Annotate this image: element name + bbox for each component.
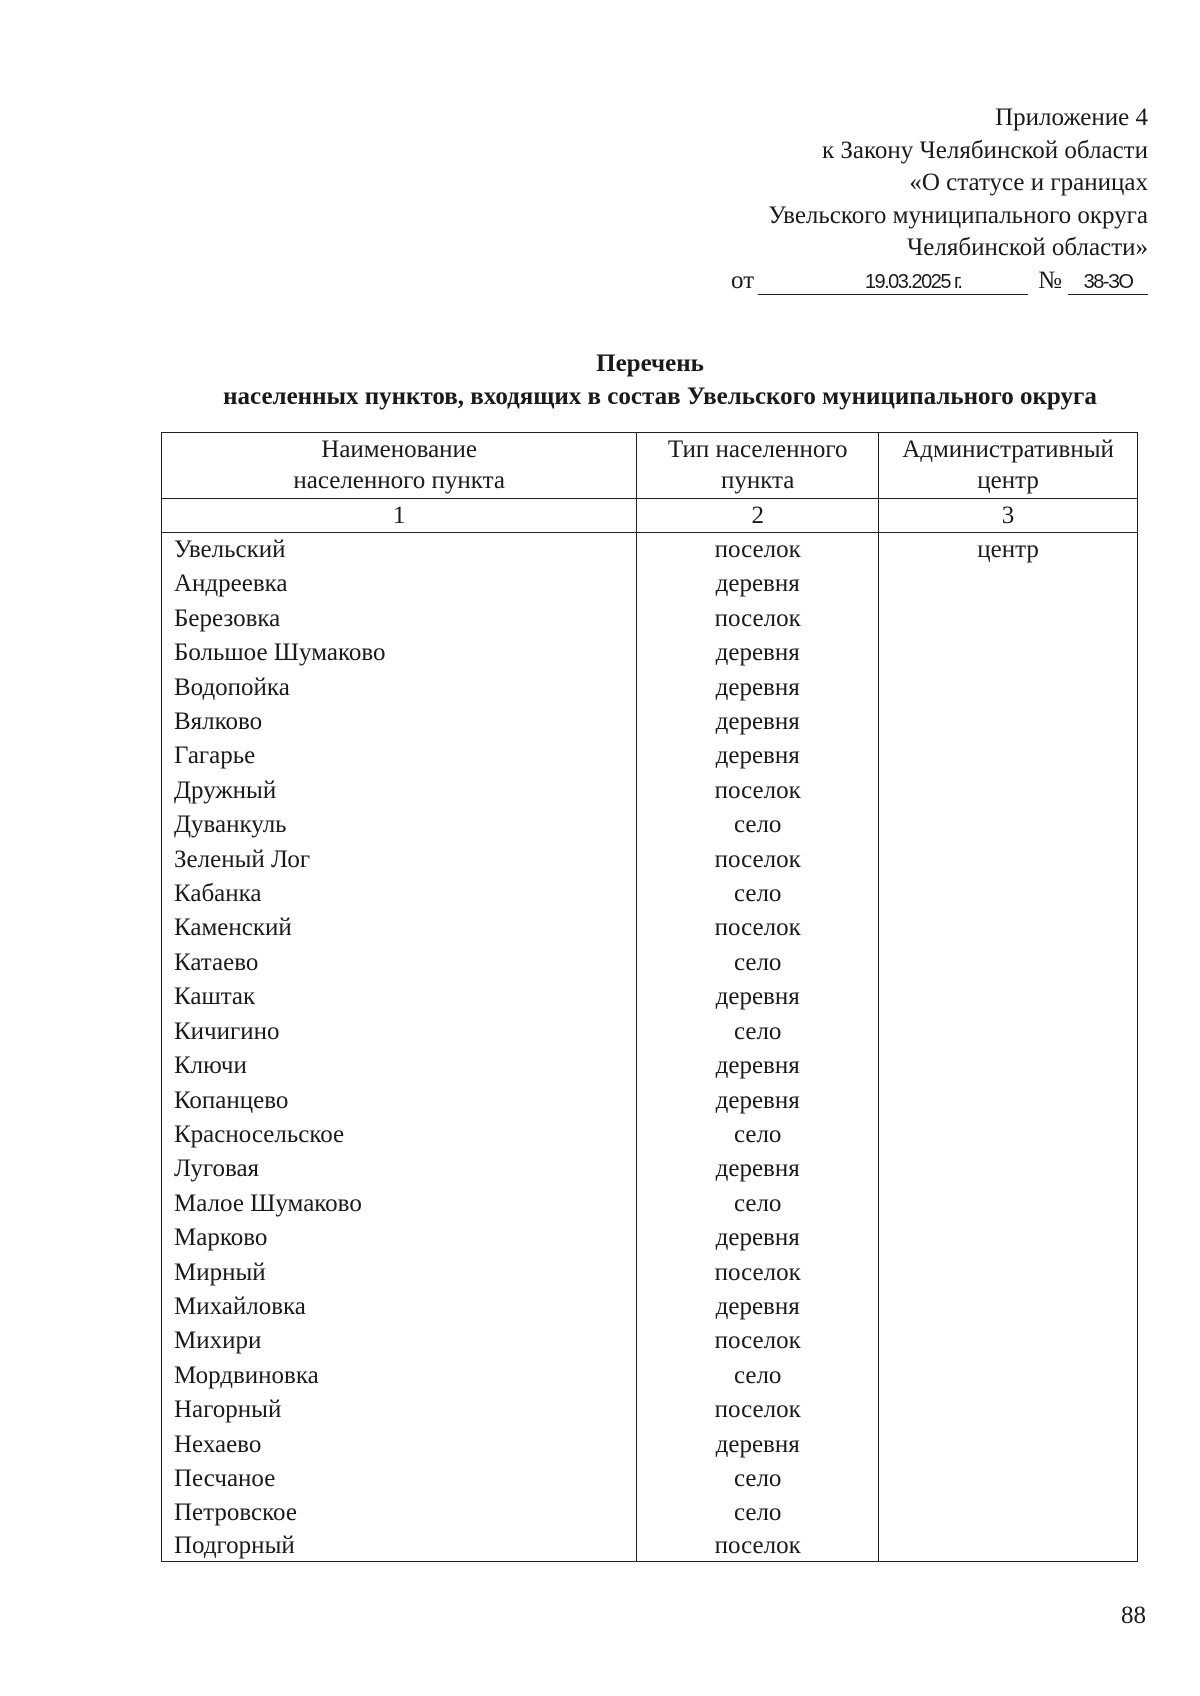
settlement-name: Ключи <box>162 1049 637 1083</box>
settlement-name: Красносельское <box>162 1118 637 1152</box>
appendix-line-3: «О статусе и границах <box>909 169 1148 196</box>
settlement-type: поселок <box>637 843 879 877</box>
administrative-center <box>879 1015 1138 1049</box>
settlement-name: Каменский <box>162 911 637 945</box>
table-row <box>162 877 1138 911</box>
settlement-type: деревня <box>637 1221 879 1255</box>
settlement-type: поселок <box>637 911 879 945</box>
administrative-center <box>879 946 1138 980</box>
settlement-type: село <box>637 1118 879 1152</box>
number-underline <box>1068 269 1148 295</box>
table-row <box>162 1015 1138 1049</box>
settlement-name: Водопойка <box>162 671 637 705</box>
settlement-type: поселок <box>637 533 879 568</box>
settlement-type: деревня <box>637 1290 879 1324</box>
header-center-line-2: центр <box>977 467 1039 494</box>
table-row <box>162 980 1138 1014</box>
table-row <box>162 946 1138 980</box>
administrative-center <box>879 808 1138 842</box>
table-row <box>162 1118 1138 1152</box>
appendix-line-1: Приложение 4 <box>995 104 1148 131</box>
date-value: 19.03.2025 г. <box>864 270 962 293</box>
settlement-type: деревня <box>637 1428 879 1462</box>
settlement-name: Большое Шумаково <box>162 636 637 670</box>
settlement-type: поселок <box>637 602 879 636</box>
table-row <box>162 1496 1138 1530</box>
settlement-type: село <box>637 1359 879 1393</box>
administrative-center <box>879 1290 1138 1324</box>
settlement-type: деревня <box>637 567 879 601</box>
table-row <box>162 739 1138 773</box>
table-header-row <box>162 433 1138 499</box>
appendix-date-line <box>588 265 1148 298</box>
settlement-name: Мордвиновка <box>162 1359 637 1393</box>
settlement-type: село <box>637 1015 879 1049</box>
settlement-name: Михайловка <box>162 1290 637 1324</box>
header-name-line-2: населенного пункта <box>293 467 505 494</box>
table-row <box>162 911 1138 945</box>
administrative-center <box>879 980 1138 1014</box>
settlement-name: Луговая <box>162 1152 637 1186</box>
administrative-center: центр <box>879 533 1138 568</box>
administrative-center <box>879 705 1138 739</box>
settlement-name: Подгорный <box>162 1531 637 1562</box>
table-row <box>162 1049 1138 1083</box>
administrative-center <box>879 843 1138 877</box>
table-row <box>162 671 1138 705</box>
administrative-center <box>879 1428 1138 1462</box>
table-row <box>162 1462 1138 1496</box>
table-row <box>162 1187 1138 1221</box>
administrative-center <box>879 1496 1138 1530</box>
table-row <box>162 533 1138 568</box>
table-row <box>162 774 1138 808</box>
settlement-name: Каштак <box>162 980 637 1014</box>
settlement-name: Увельский <box>162 533 637 568</box>
settlement-name: Нехаево <box>162 1428 637 1462</box>
header-center-line-1: Административный <box>902 436 1114 463</box>
appendix-line-4: Увельского муниципального округа <box>768 201 1148 229</box>
administrative-center <box>879 1256 1138 1290</box>
administrative-center <box>879 911 1138 945</box>
settlement-name: Вялково <box>162 705 637 739</box>
settlement-type: село <box>637 808 879 842</box>
header-center <box>879 433 1138 499</box>
administrative-center <box>879 1118 1138 1152</box>
administrative-center <box>879 1324 1138 1358</box>
administrative-center <box>879 1152 1138 1186</box>
number-value: 38-ЗО <box>1083 270 1133 293</box>
appendix-line-2: к Закону Челябинской области <box>822 136 1148 164</box>
settlement-type: деревня <box>637 1049 879 1083</box>
column-number-3: 3 <box>879 499 1138 533</box>
settlement-name: Катаево <box>162 946 637 980</box>
settlement-name: Дуванкуль <box>162 808 637 842</box>
table-row <box>162 808 1138 842</box>
settlement-type: поселок <box>637 1324 879 1358</box>
table-row <box>162 843 1138 877</box>
settlement-name: Андреевка <box>162 567 637 601</box>
column-number-row <box>162 499 1138 533</box>
administrative-center <box>879 1187 1138 1221</box>
settlement-type: село <box>637 1496 879 1530</box>
settlement-type: село <box>637 877 879 911</box>
from-label: от <box>731 266 755 294</box>
settlement-name: Кичигино <box>162 1015 637 1049</box>
settlement-type: село <box>637 1462 879 1496</box>
settlement-name: Мирный <box>162 1256 637 1290</box>
table-row <box>162 1221 1138 1255</box>
settlement-name: Малое Шумаково <box>162 1187 637 1221</box>
number-label: № <box>1038 266 1062 294</box>
administrative-center <box>879 739 1138 773</box>
table-row <box>162 705 1138 739</box>
header-name <box>162 433 637 499</box>
settlement-type: деревня <box>637 636 879 670</box>
settlement-type: деревня <box>637 1084 879 1118</box>
header-type-line-1: Тип населенного <box>667 436 848 463</box>
settlement-type: деревня <box>637 980 879 1014</box>
settlements-table <box>161 432 1138 1562</box>
document-subtitle: населенных пунктов, входящих в состав Увельского муниципального округа <box>223 383 1097 410</box>
table-row <box>162 1393 1138 1427</box>
column-number-2: 2 <box>637 499 879 533</box>
settlement-name: Нагорный <box>162 1393 637 1427</box>
settlement-type: село <box>637 946 879 980</box>
table-row <box>162 636 1138 670</box>
administrative-center <box>879 1359 1138 1393</box>
table-body <box>162 533 1138 1562</box>
settlement-name: Гагарье <box>162 739 637 773</box>
appendix-line-5: Челябинской области» <box>907 234 1148 261</box>
administrative-center <box>879 1393 1138 1427</box>
table-row <box>162 602 1138 636</box>
administrative-center <box>879 671 1138 705</box>
administrative-center <box>879 877 1138 911</box>
administrative-center <box>879 774 1138 808</box>
administrative-center <box>879 636 1138 670</box>
page-number: 88 <box>1121 1602 1146 1629</box>
table-row <box>162 1084 1138 1118</box>
table-row <box>162 567 1138 601</box>
settlement-type: поселок <box>637 774 879 808</box>
table-row <box>162 1256 1138 1290</box>
table-row <box>162 1152 1138 1186</box>
date-underline <box>758 269 1028 295</box>
settlement-type: поселок <box>637 1256 879 1290</box>
settlement-name: Михири <box>162 1324 637 1358</box>
settlement-name: Песчаное <box>162 1462 637 1496</box>
administrative-center <box>879 1049 1138 1083</box>
settlement-type: деревня <box>637 739 879 773</box>
document-title: Перечень <box>596 350 704 377</box>
table-row <box>162 1428 1138 1462</box>
header-type-line-2: пункта <box>720 467 795 494</box>
appendix-header <box>588 102 1148 297</box>
settlement-type: село <box>637 1187 879 1221</box>
administrative-center <box>879 1221 1138 1255</box>
settlement-type: деревня <box>637 705 879 739</box>
settlement-name: Березовка <box>162 602 637 636</box>
settlement-name: Дружный <box>162 774 637 808</box>
table-row <box>162 1290 1138 1324</box>
column-number-1: 1 <box>162 499 637 533</box>
table-row <box>162 1359 1138 1393</box>
settlement-type: поселок <box>637 1393 879 1427</box>
header-type <box>637 433 879 499</box>
administrative-center <box>879 1084 1138 1118</box>
settlement-name: Копанцево <box>162 1084 637 1118</box>
table-row <box>162 1324 1138 1358</box>
settlement-type: деревня <box>637 671 879 705</box>
administrative-center <box>879 567 1138 601</box>
table-row <box>162 1531 1138 1562</box>
settlement-name: Кабанка <box>162 877 637 911</box>
administrative-center <box>879 1531 1138 1562</box>
administrative-center <box>879 1462 1138 1496</box>
settlement-name: Марково <box>162 1221 637 1255</box>
settlement-type: деревня <box>637 1152 879 1186</box>
administrative-center <box>879 602 1138 636</box>
settlement-type: поселок <box>637 1531 879 1562</box>
settlement-name: Зеленый Лог <box>162 843 637 877</box>
settlement-name: Петровское <box>162 1496 637 1530</box>
header-name-line-1: Наименование <box>321 436 478 463</box>
